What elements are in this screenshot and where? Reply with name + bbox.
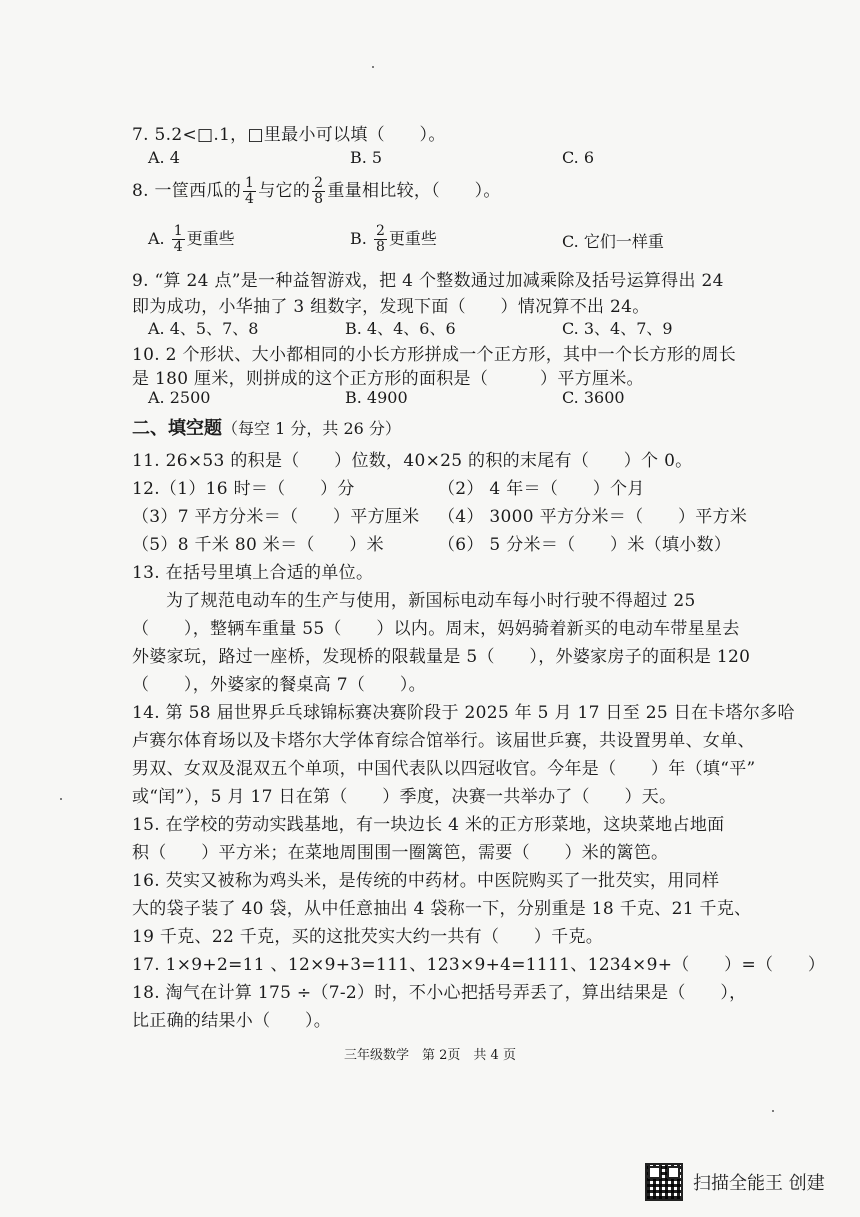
- scan-speck: [772, 1110, 774, 1112]
- question-10-option-a: A. 2500: [148, 388, 211, 407]
- question-12-row-2-b: （4） 3000 平方分米＝（ ）平方米: [438, 507, 748, 527]
- question-9-option-a: A. 4、5、7、8: [148, 319, 259, 338]
- fraction-one-quarter: $\frac{1}{4}$: [245, 175, 255, 207]
- question-8-option-a: A. $\frac{1}{4}$ 更重些: [148, 223, 235, 255]
- question-12-row-1-b: （2） 4 年＝（ ）个月: [438, 479, 645, 499]
- question-13-title: 13. 在括号里填上合适的单位。: [132, 563, 374, 583]
- question-16-line-1: 16. 芡实又被称为鸡头米，是传统的中药材。中医院购买了一批芡实，用同样: [132, 871, 720, 891]
- question-14-line-2: 卢赛尔体育场以及卡塔尔大学体育综合馆举行。该届世乒赛，共设置男单、女单、: [132, 731, 755, 751]
- question-13-line-2: （ ），整辆车重量 55（ ）以内。周末，妈妈骑着新买的电动车带星星去: [132, 619, 740, 639]
- question-18-line-1: 18. 淘气在计算 175 ÷（7-2）时，不小心把括号弄丢了，算出结果是（ ），: [132, 983, 747, 1003]
- question-11: 11. 26×53 的积是（ ）位数，40×25 的积的末尾有（ ）个 0。: [132, 451, 693, 471]
- question-12-row-3-a: （5）8 千米 80 米＝（ ）米: [132, 535, 384, 555]
- question-7-stem: 7. 5.2<□.1，□里最小可以填（ ）。: [132, 125, 446, 145]
- question-7-option-b: B. 5: [350, 148, 383, 167]
- question-10-line-2: 是 180 厘米，则拼成的这个正方形的面积是（ ）平方厘米。: [132, 369, 644, 389]
- watermark-text: 扫描全能王 创建: [693, 1173, 825, 1194]
- section-fill-in-title: 二、填空题（每空 1 分，共 26 分）: [132, 418, 401, 439]
- question-16-line-3: 19 千克、22 千克，买的这批芡实大约一共有（ ）千克。: [132, 927, 604, 947]
- question-9-line-1: 9. “算 24 点”是一种益智游戏，把 4 个整数通过加减乘除及括号运算得出 24: [132, 271, 724, 291]
- fraction-two-eighths: $\frac{2}{8}$: [314, 175, 324, 207]
- qr-code-icon: [645, 1163, 683, 1201]
- question-18-line-2: 比正确的结果小（ ）。: [132, 1011, 332, 1031]
- scanner-watermark: [645, 1163, 825, 1201]
- question-13-line-3: 外婆家玩，路过一座桥，发现桥的限载量是 5（ ），外婆家房子的面积是 120: [132, 647, 751, 667]
- question-13-line-1: 为了规范电动车的生产与使用，新国标电动车每小时行驶不得超过 25: [166, 591, 696, 611]
- question-10-option-c: C. 3600: [562, 388, 625, 407]
- question-13-line-4: （ ），外婆家的餐桌高 7（ ）。: [132, 675, 426, 695]
- question-8-option-b: B. $\frac{2}{8}$ 更重些: [350, 223, 437, 255]
- question-10-line-1: 10. 2 个形状、大小都相同的小长方形拼成一个正方形，其中一个长方形的周长: [132, 345, 737, 365]
- question-12-row-2-a: （3）7 平方分米＝（ ）平方厘米: [132, 507, 420, 527]
- question-7-option-a: A. 4: [148, 148, 180, 167]
- question-14-line-4: 或“闰”），5 月 17 日在第（ ）季度，决赛一共举办了（ ）天。: [132, 787, 677, 807]
- question-7-option-c: C. 6: [562, 148, 595, 167]
- page-footer: 三年级数学 第 2页 共 4 页: [344, 1048, 516, 1063]
- question-15-line-2: 积（ ）平方米；在菜地周围围一圈篱笆，需要（ ）米的篱笆。: [132, 843, 669, 863]
- question-12-row-3-b: （6） 5 分米＝（ ）米（填小数）: [438, 535, 732, 555]
- question-15-line-1: 15. 在学校的劳动实践基地，有一块边长 4 米的正方形菜地，这块菜地占地面: [132, 815, 725, 835]
- scan-speck: [60, 798, 62, 800]
- question-9-option-b: B. 4、4、6、6: [345, 319, 456, 338]
- question-9-option-c: C. 3、4、7、9: [562, 319, 673, 338]
- question-8-option-c: C. 它们一样重: [562, 232, 664, 251]
- question-9-line-2: 即为成功，小华抽了 3 组数字，发现下面（ ）情况算不出 24。: [132, 297, 650, 317]
- question-14-line-3: 男双、女双及混双五个单项，中国代表队以四冠收官。今年是（ ）年（填“平”: [132, 759, 756, 779]
- question-14-line-1: 14. 第 58 届世界乒乓球锦标赛决赛阶段于 2025 年 5 月 17 日至 25 日在卡塔尔多哈: [132, 703, 795, 723]
- question-8-stem: 8. 一筐西瓜的 $\frac{1}{4}$ 与它的 $\frac{2}{8}$ 重量相比较，（ ）。: [132, 175, 501, 207]
- question-10-option-b: B. 4900: [345, 388, 408, 407]
- question-12-row-1-a: 12.（1）16 时＝（ ）分: [132, 479, 355, 499]
- question-17: 17. 1×9+2=11 、12×9+3=111、123×9+4=1111、1234×9+（ ）=（ ）: [132, 955, 826, 975]
- scan-speck: [372, 66, 374, 68]
- question-16-line-2: 大的袋子装了 40 袋，从中任意抽出 4 袋称一下，分别重是 18 千克、21 千克、: [132, 899, 752, 919]
